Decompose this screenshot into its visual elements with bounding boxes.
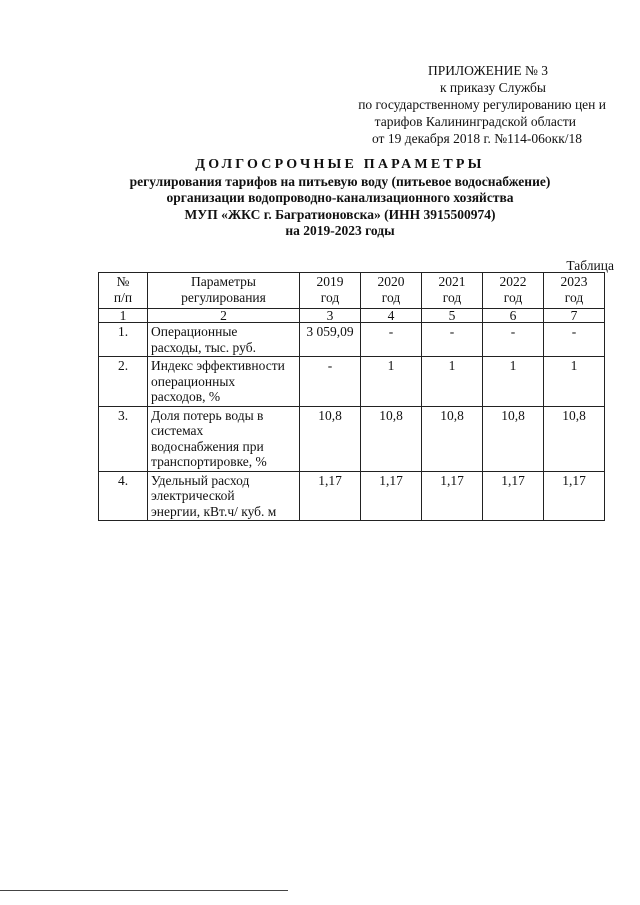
row-value-2019: 10,8 [300, 406, 361, 471]
index-cell: 6 [483, 309, 544, 323]
row-value-2021: 1 [422, 357, 483, 407]
footnote-divider [0, 890, 288, 891]
table-caption: Таблица [566, 258, 614, 273]
row-value-2020: - [361, 323, 422, 357]
index-cell: 5 [422, 309, 483, 323]
header-year-2019: 2019 год [300, 273, 361, 309]
row-value-2023: 10,8 [544, 406, 605, 471]
parameters-table [98, 272, 605, 521]
row-value-2021: 10,8 [422, 406, 483, 471]
row-parameter: Операционные расходы, тыс. руб. [148, 323, 300, 357]
row-value-2022: 10,8 [483, 406, 544, 471]
row-parameter: Индекс эффективности операционных расходов, % [148, 357, 300, 407]
table-index-row [99, 309, 605, 323]
row-value-2020: 1,17 [361, 471, 422, 521]
heading-line-3: организации водопроводно-канализационного хозяйства [166, 190, 514, 205]
row-parameter: Доля потерь воды в системах водоснабжения при транспортировке, % [148, 406, 300, 471]
header-year-2022: 2022 год [483, 273, 544, 309]
appendix-order-date: от 19 декабря 2018 г. №114-06окк/18 [371, 131, 582, 146]
table-row [99, 406, 605, 471]
table-row [99, 471, 605, 521]
row-value-2021: - [422, 323, 483, 357]
table-row [99, 323, 605, 357]
appendix-agency: по государственному регулированию цен и [358, 97, 606, 112]
row-num: 1. [99, 323, 148, 357]
row-value-2021: 1,17 [422, 471, 483, 521]
row-num: 2. [99, 357, 148, 407]
row-value-2019: 1,17 [300, 471, 361, 521]
appendix-title: ПРИЛОЖЕНИЕ № 3 [427, 63, 548, 78]
row-value-2023: 1,17 [544, 471, 605, 521]
row-parameter: Удельный расход электрической энергии, кВт.ч/ куб. м [148, 471, 300, 521]
row-value-2022: 1 [483, 357, 544, 407]
header-year-2020: 2020 год [361, 273, 422, 309]
row-value-2022: - [483, 323, 544, 357]
appendix-block [358, 62, 606, 147]
header-name: Параметры регулирования [148, 273, 300, 309]
row-value-2020: 10,8 [361, 406, 422, 471]
header-year-2023: 2023 год [544, 273, 605, 309]
row-value-2023: - [544, 323, 605, 357]
row-value-2019: 3 059,09 [300, 323, 361, 357]
row-num: 3. [99, 406, 148, 471]
heading-line-5: на 2019-2023 годы [285, 223, 395, 238]
index-cell: 7 [544, 309, 605, 323]
index-cell: 2 [148, 309, 300, 323]
header-year-2021: 2021 год [422, 273, 483, 309]
row-value-2020: 1 [361, 357, 422, 407]
row-value-2019: - [300, 357, 361, 407]
row-value-2022: 1,17 [483, 471, 544, 521]
heading-line-2: регулирования тарифов на питьевую воду (питьевое водоснабжение) [129, 173, 551, 189]
row-num: 4. [99, 471, 148, 521]
heading-main: ДОЛГОСРОЧНЫЕ ПАРАМЕТРЫ [195, 157, 485, 172]
heading-line-4: МУП «ЖКС г. Багратионовска» (ИНН 3915500974) [184, 206, 496, 222]
index-cell: 1 [99, 309, 148, 323]
index-cell: 4 [361, 309, 422, 323]
header-num: № п/п [99, 273, 148, 309]
table-header-row [99, 273, 605, 309]
table-row [99, 357, 605, 407]
appendix-agency-cont: тарифов Калининградской области [374, 114, 576, 129]
index-cell: 3 [300, 309, 361, 323]
document-heading [0, 157, 640, 240]
row-value-2023: 1 [544, 357, 605, 407]
appendix-order-ref: к приказу Службы [439, 80, 546, 95]
